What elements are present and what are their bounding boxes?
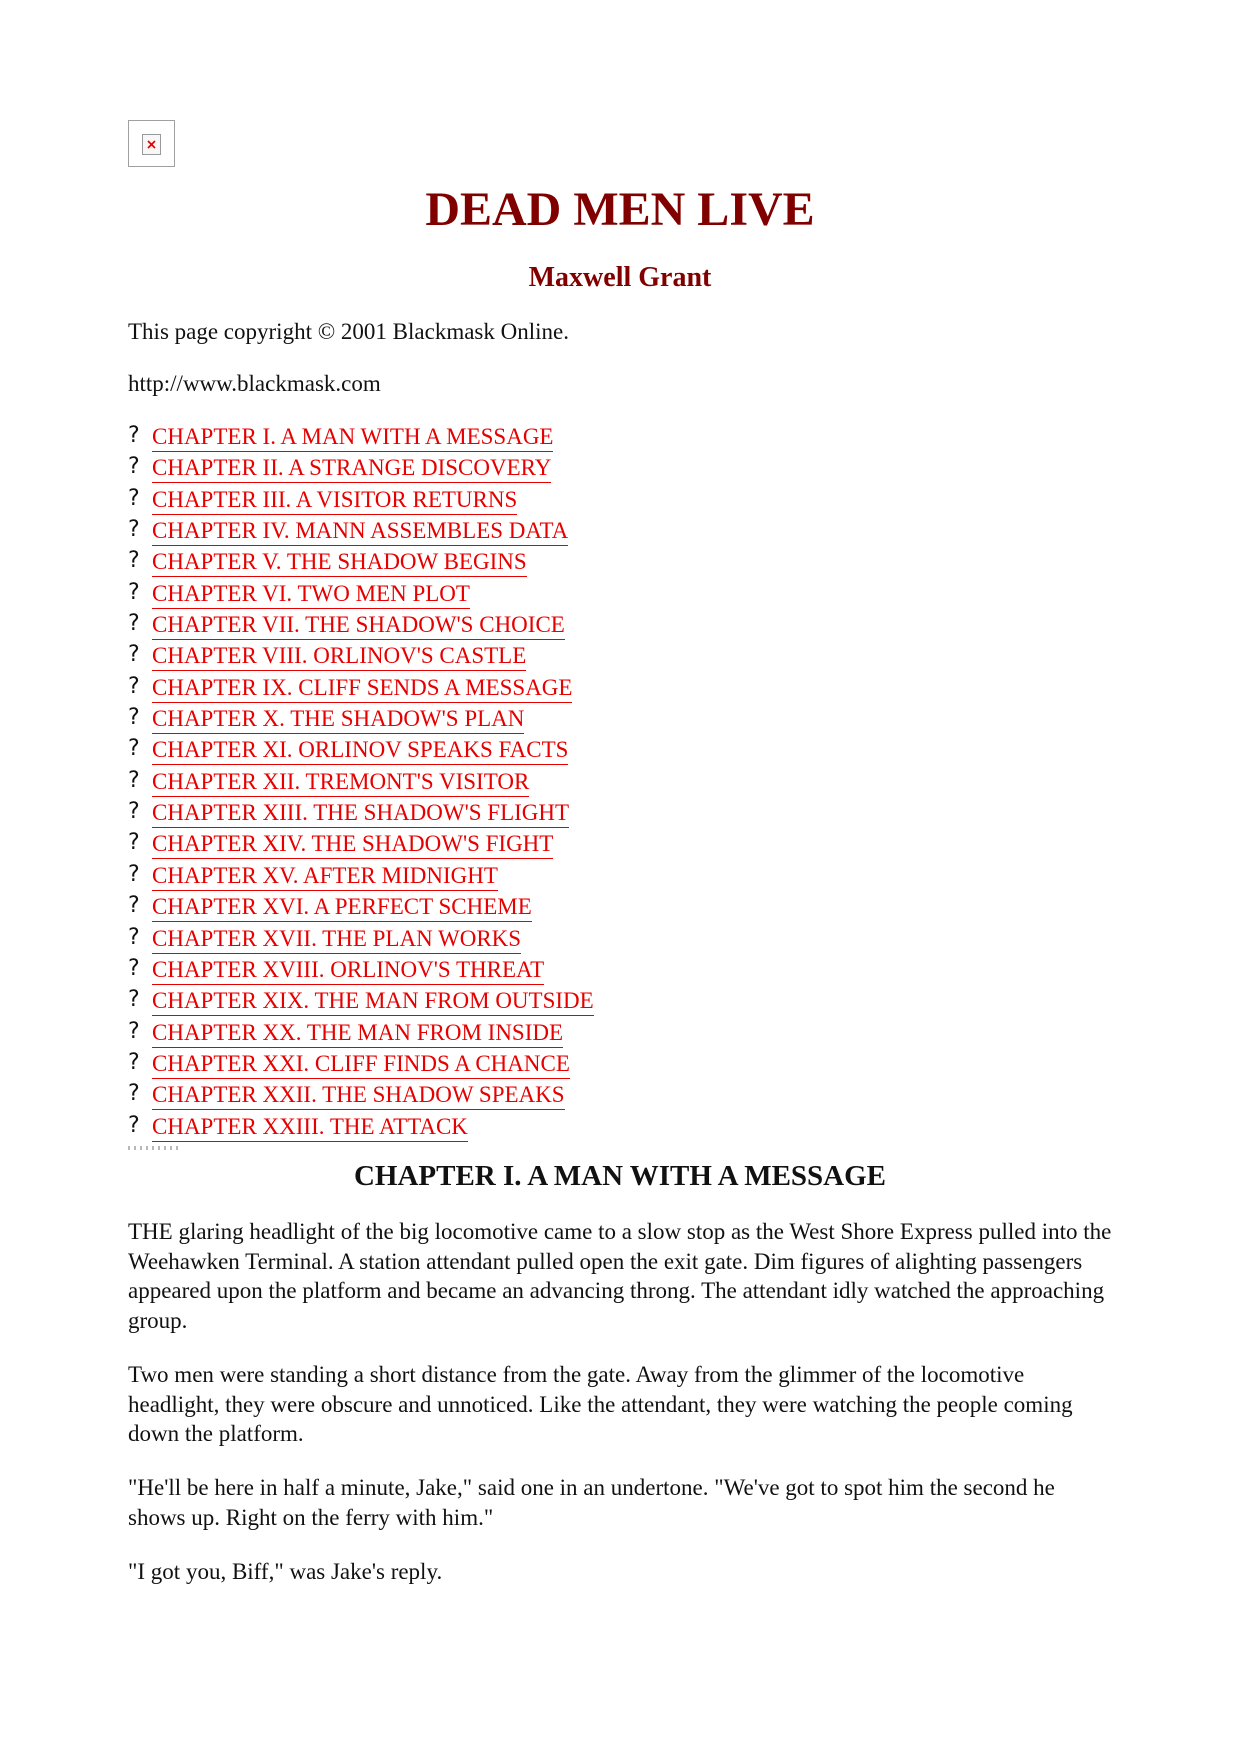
chapter-paragraph: THE glaring headlight of the big locomotive came to a slow stop as the West Shore Express pulled into the Weehawken Terminal. A station attendant pulled open the exit gate. Dim figures of alighting passengers appeared upon the platform and became an advancing throng. The attendant idly watched the approaching group. — [128, 1219, 1112, 1333]
toc-link-chapter-8[interactable]: CHAPTER VIII. ORLINOV'S CASTLE — [152, 642, 526, 671]
toc-bullet: ? — [128, 642, 140, 668]
toc-bullet: ? — [128, 924, 140, 950]
toc-link-chapter-18[interactable]: CHAPTER XVIII. ORLINOV'S THREAT — [152, 956, 544, 985]
toc-bullet: ? — [128, 1081, 140, 1107]
chapter-paragraph: "He'll be here in half a minute, Jake," said one in an undertone. "We've got to spot him the second he shows up. Right on the ferry with him." — [128, 1475, 1055, 1530]
toc-bullet: ? — [128, 705, 140, 731]
toc-link-chapter-14[interactable]: CHAPTER XIV. THE SHADOW'S FIGHT — [152, 830, 553, 859]
toc-bullet: ? — [128, 955, 140, 981]
toc-link-chapter-19[interactable]: CHAPTER XIX. THE MAN FROM OUTSIDE — [152, 987, 594, 1016]
toc-bullet: ? — [128, 736, 140, 762]
toc-bullet: ? — [128, 548, 140, 574]
toc-link-chapter-21[interactable]: CHAPTER XXI. CLIFF FINDS A CHANCE — [152, 1050, 570, 1079]
toc-bullet: ? — [128, 454, 140, 480]
toc-bullet: ? — [128, 485, 140, 511]
toc-link-chapter-11[interactable]: CHAPTER XI. ORLINOV SPEAKS FACTS — [152, 736, 568, 765]
toc-link-chapter-3[interactable]: CHAPTER III. A VISITOR RETURNS — [152, 486, 517, 515]
toc-bullet: ? — [128, 673, 140, 699]
toc-link-chapter-15[interactable]: CHAPTER XV. AFTER MIDNIGHT — [152, 862, 498, 891]
chapter-paragraph: Two men were standing a short distance from the gate. Away from the glimmer of the locomotive headlight, they were obscure and unnoticed. Like the attendant, they were watching the people coming down the platform. — [128, 1362, 1073, 1446]
toc-bullet: ? — [128, 767, 140, 793]
book-title: DEAD MEN LIVE — [425, 183, 815, 236]
toc-link-chapter-16[interactable]: CHAPTER XVI. A PERFECT SCHEME — [152, 893, 532, 922]
site-url: http://www.blackmask.com — [128, 371, 381, 396]
toc-link-chapter-1[interactable]: CHAPTER I. A MAN WITH A MESSAGE — [152, 423, 553, 452]
toc-link-chapter-2[interactable]: CHAPTER II. A STRANGE DISCOVERY — [152, 454, 551, 483]
toc-bullet: ? — [128, 579, 140, 605]
toc-bullet: ? — [128, 423, 140, 448]
chapter-heading: CHAPTER I. A MAN WITH A MESSAGE — [353, 1160, 887, 1192]
toc-bullet: ? — [128, 1112, 140, 1138]
toc-bullet: ? — [128, 987, 140, 1013]
toc-bullet: ? — [128, 893, 140, 919]
toc-link-chapter-6[interactable]: CHAPTER VI. TWO MEN PLOT — [152, 580, 470, 609]
toc-bullet: ? — [128, 1049, 140, 1075]
book-author: Maxwell Grant — [528, 262, 712, 293]
clipped-image-fragment — [128, 1146, 180, 1150]
toc-link-chapter-7[interactable]: CHAPTER VII. THE SHADOW'S CHOICE — [152, 611, 565, 640]
toc-bullet: ? — [128, 830, 140, 856]
toc-link-chapter-9[interactable]: CHAPTER IX. CLIFF SENDS A MESSAGE — [152, 674, 572, 703]
toc-link-chapter-10[interactable]: CHAPTER X. THE SHADOW'S PLAN — [152, 705, 524, 734]
toc-link-chapter-13[interactable]: CHAPTER XIII. THE SHADOW'S FLIGHT — [152, 799, 569, 828]
toc-bullet: ? — [128, 1018, 140, 1044]
copyright-notice: This page copyright © 2001 Blackmask Online. — [128, 319, 569, 344]
toc-link-chapter-17[interactable]: CHAPTER XVII. THE PLAN WORKS — [152, 925, 521, 954]
chapter-paragraph: "I got you, Biff," was Jake's reply. — [128, 1559, 443, 1584]
broken-image-icon — [128, 120, 175, 167]
toc-link-chapter-12[interactable]: CHAPTER XII. TREMONT'S VISITOR — [152, 768, 529, 797]
toc-bullet: ? — [128, 611, 140, 637]
toc-link-chapter-20[interactable]: CHAPTER XX. THE MAN FROM INSIDE — [152, 1019, 563, 1048]
toc-link-chapter-5[interactable]: CHAPTER V. THE SHADOW BEGINS — [152, 548, 527, 577]
toc-bullet: ? — [128, 799, 140, 825]
toc-link-chapter-23[interactable]: CHAPTER XXIII. THE ATTACK — [152, 1113, 468, 1142]
toc-link-chapter-22[interactable]: CHAPTER XXII. THE SHADOW SPEAKS — [152, 1081, 565, 1110]
toc-bullet: ? — [128, 517, 140, 543]
toc-link-chapter-4[interactable]: CHAPTER IV. MANN ASSEMBLES DATA — [152, 517, 568, 546]
toc-bullet: ? — [128, 861, 140, 887]
